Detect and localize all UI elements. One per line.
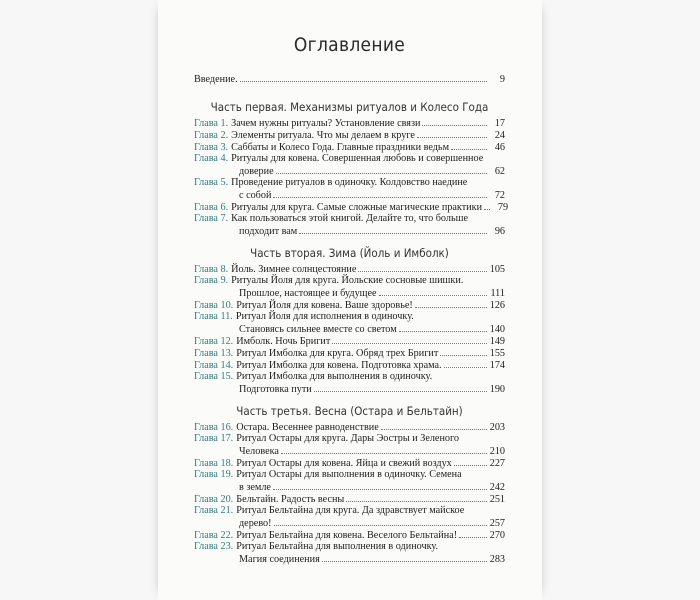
dot-leader — [459, 529, 487, 538]
chapter-title: Ритуал Имболка для круга. Обряд трех Бригит — [236, 348, 439, 359]
dot-leader — [415, 299, 487, 308]
chapter-title: Йоль. Зимнее солнцестояние — [231, 264, 357, 275]
page-number: 270 — [489, 530, 505, 541]
chapter-title: Подготовка пути — [239, 384, 312, 395]
page-title: Оглавление — [293, 34, 406, 56]
chapter-number: Глава 10. — [194, 300, 234, 311]
page-number: 174 — [489, 360, 505, 371]
chapter-title: Бельтайн. Радость весны — [236, 494, 345, 505]
dot-leader — [299, 225, 487, 234]
page-number: 111 — [490, 288, 505, 299]
dot-leader — [399, 323, 487, 332]
chapter-number: Глава 18. — [194, 458, 234, 469]
chapter-title: Ритуал Остары для круга. Дары Эостры и Зеленого — [236, 433, 460, 444]
dot-leader — [381, 421, 487, 430]
dot-leader — [276, 165, 487, 174]
toc-entry — [194, 553, 505, 566]
chapter-number: Глава 5. — [194, 177, 229, 188]
toc-entry — [194, 311, 505, 323]
toc-entry — [194, 433, 505, 445]
chapter-number: Глава 16. — [194, 422, 234, 433]
page-number: 190 — [489, 384, 505, 395]
page-number: 72 — [494, 190, 505, 201]
page-number: 251 — [489, 494, 505, 505]
chapter-number: Глава 9. — [194, 275, 229, 286]
chapter-title: в земле — [239, 482, 271, 493]
part-heading: Часть первая. Механизмы ритуалов и Колесо Года — [210, 100, 489, 114]
chapter-title: Саббаты и Колесо Года. Главные праздники ведьм — [231, 142, 450, 153]
page-number: 203 — [489, 422, 505, 433]
page-number: 9 — [499, 74, 505, 85]
chapter-title: Введение. — [194, 74, 238, 85]
chapter-title: Ритуал Бельтайна для выполнения в одиночку. — [236, 541, 439, 552]
chapter-title: Остара. Весеннее равноденствие — [236, 422, 379, 433]
page-number: 79 — [497, 202, 509, 213]
toc-entry — [194, 213, 505, 225]
page-number: 126 — [489, 300, 505, 311]
dot-leader — [454, 457, 487, 466]
toc-entry — [194, 275, 505, 287]
chapter-number: Глава 13. — [194, 348, 234, 359]
chapter-number: Глава 2. — [194, 130, 229, 141]
dot-leader — [273, 189, 487, 198]
toc-entry — [194, 225, 505, 238]
chapter-title: Ритуал Имболка для ковена. Подготовка храма. — [236, 360, 442, 371]
dot-leader — [273, 481, 487, 490]
page-number: 149 — [489, 336, 505, 347]
dot-leader — [422, 117, 487, 126]
dot-leader — [322, 553, 487, 562]
toc-entry — [194, 371, 505, 383]
page-number: 46 — [494, 142, 505, 153]
dot-leader — [332, 335, 487, 344]
chapter-number: Глава 23. — [194, 541, 234, 552]
dot-leader — [240, 73, 487, 82]
part-heading: Часть третья. Весна (Остара и Бельтайн) — [236, 404, 463, 418]
chapter-number: Глава 20. — [194, 494, 234, 505]
toc-entry — [194, 505, 505, 517]
chapter-title: Ритуал Бельтайна для круга. Да здравствует майское — [236, 505, 465, 516]
page-number: 242 — [489, 482, 505, 493]
dot-leader — [451, 141, 487, 150]
dot-leader — [440, 347, 487, 356]
book-page — [158, 0, 542, 600]
chapter-number: Глава 6. — [194, 202, 229, 213]
chapter-title: с собой — [239, 190, 272, 201]
chapter-number: Глава 19. — [194, 469, 234, 480]
chapter-number: Глава 1. — [194, 118, 229, 129]
chapter-number: Глава 7. — [194, 213, 229, 224]
page-number: 140 — [489, 324, 505, 335]
chapter-title: Как пользоваться этой книгой. Делайте то, что больше — [231, 213, 468, 224]
dot-leader — [417, 129, 487, 138]
chapter-number: Глава 12. — [194, 336, 234, 347]
chapter-title: дерево! — [239, 518, 272, 529]
dot-leader — [484, 201, 490, 210]
chapter-title: Ритуалы для ковена. Совершенная любовь и совершенное — [231, 153, 484, 164]
chapter-title: подходит вам — [239, 226, 298, 237]
chapter-number: Глава 21. — [194, 505, 234, 516]
chapter-title: Ритуал Остары для ковена. Яйца и свежий воздух — [236, 458, 452, 469]
page-number: 24 — [494, 130, 505, 141]
page-number: 96 — [494, 226, 505, 237]
chapter-title: доверие — [239, 166, 274, 177]
chapter-title: Ритуал Бельтайна для ковена. Веселого Бельтайна! — [236, 530, 458, 541]
toc-entry — [194, 383, 505, 396]
chapter-number: Глава 3. — [194, 142, 229, 153]
dot-leader — [358, 263, 487, 272]
chapter-number: Глава 8. — [194, 264, 229, 275]
chapter-number: Глава 14. — [194, 360, 234, 371]
chapter-number: Глава 17. — [194, 433, 234, 444]
dot-leader — [346, 493, 487, 502]
dot-leader — [379, 287, 487, 296]
chapter-title: Ритуалы Йоля для круга. Йольские сосновые шишки. — [231, 275, 464, 286]
chapter-title: Проведение ритуалов в одиночку. Колдовство наедине — [231, 177, 468, 188]
chapter-title: Зачем нужны ритуалы? Установление связи — [231, 118, 421, 129]
part-heading: Часть вторая. Зима (Йоль и Имболк) — [250, 246, 449, 260]
page-number: 257 — [489, 518, 505, 529]
dot-leader — [281, 445, 487, 454]
page-number: 105 — [489, 264, 505, 275]
dot-leader — [314, 383, 487, 392]
chapter-title: Ритуалы для круга. Самые сложные магические практики — [231, 202, 483, 213]
page-number: 283 — [489, 554, 505, 565]
toc-entry — [194, 541, 505, 553]
chapter-title: Ритуал Йоля для исполнения в одиночку. — [235, 311, 414, 322]
chapter-title: Элементы ритуала. Что мы делаем в круге — [231, 130, 415, 141]
chapter-title: Магия соединения — [239, 554, 320, 565]
dot-leader — [444, 359, 487, 368]
chapter-number: Глава 4. — [194, 153, 229, 164]
page-number: 62 — [494, 166, 505, 177]
page-number: 17 — [494, 118, 505, 129]
toc-entry — [194, 469, 505, 481]
page-number: 155 — [489, 348, 505, 359]
page-number: 227 — [489, 458, 505, 469]
chapter-title: Имболк. Ночь Бригит — [236, 336, 331, 347]
dot-leader — [274, 517, 487, 526]
chapter-number: Глава 11. — [194, 311, 233, 322]
toc-entry — [194, 177, 505, 189]
chapter-number: Глава 15. — [194, 371, 234, 382]
chapter-title: Ритуал Имболка для выполнения в одиночку. — [236, 371, 433, 382]
chapter-title: Человека — [239, 446, 279, 457]
chapter-number: Глава 22. — [194, 530, 234, 541]
toc-entry — [194, 73, 505, 86]
page-number: 210 — [489, 446, 505, 457]
chapter-title: Ритуал Остары для выполнения в одиночку. Семена — [236, 469, 462, 480]
toc-entry — [194, 153, 505, 165]
chapter-title: Ритуал Йоля для ковена. Ваше здоровье! — [236, 300, 413, 311]
chapter-title: Прошлое, настоящее и будущее — [239, 288, 377, 299]
chapter-title: Становясь сильнее вместе со светом — [239, 324, 397, 335]
